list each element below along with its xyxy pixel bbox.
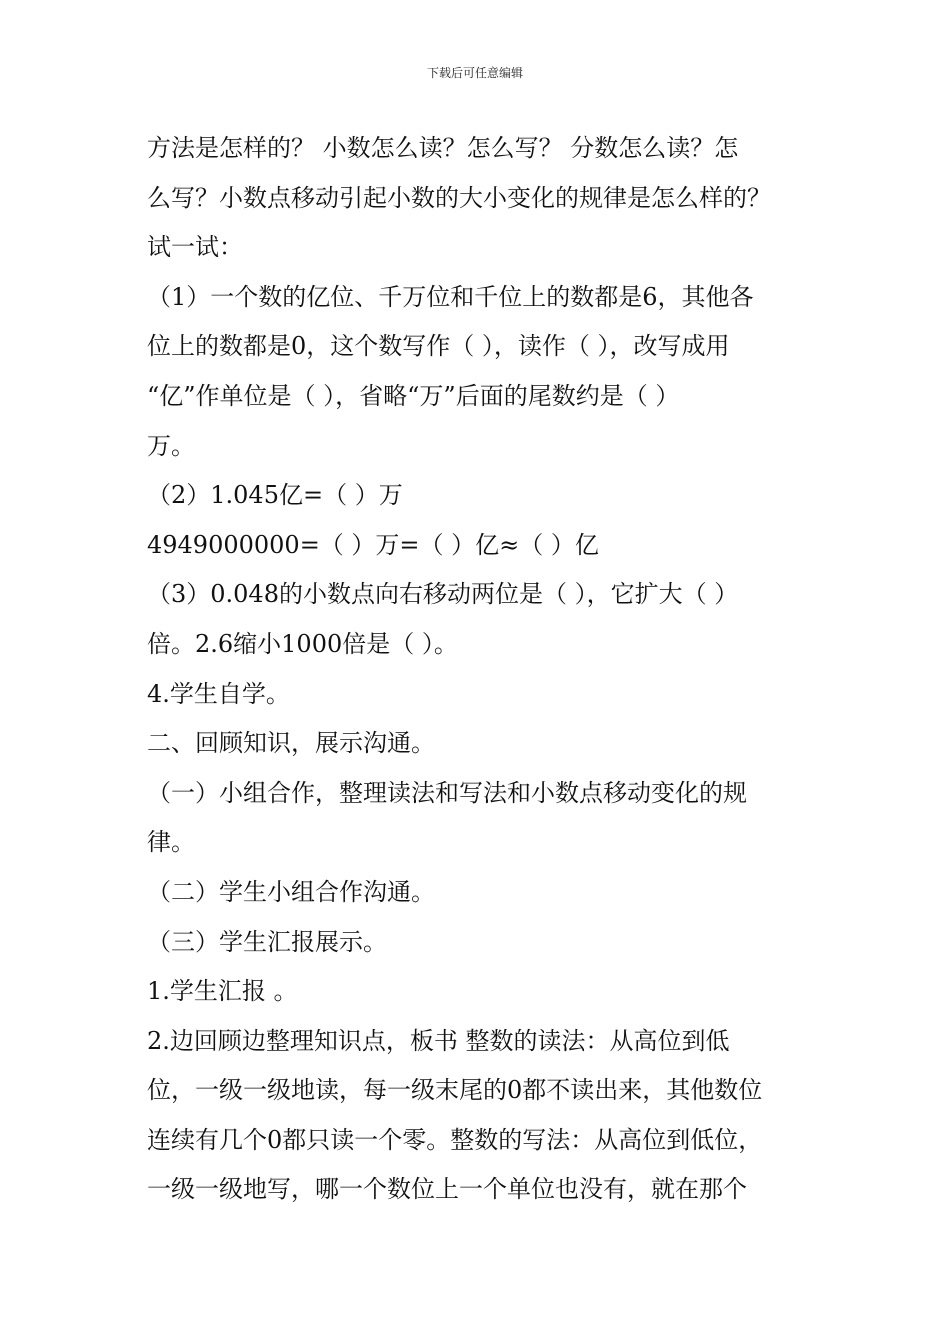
text-line: 位上的数都是0，这个数写作（ ），读作（ ），改写成用 xyxy=(147,332,730,361)
document-body xyxy=(147,124,809,1215)
text-line: 1.学生汇报 。 xyxy=(147,977,298,1006)
text-line: （3）0.048的小数点向右移动两位是（ ），它扩大（ ） xyxy=(147,580,739,609)
text-line: 试一试： xyxy=(147,233,243,262)
text-line: （2）1.045亿=（ ）万 xyxy=(147,481,403,510)
text-line: 连续有几个0都只读一个零。整数的写法：从高位到低位， xyxy=(147,1125,763,1154)
text-line: 方法是怎样的？ 小数怎么读？怎么写？ 分数怎么读？怎 xyxy=(147,134,739,162)
text-line: （三）学生汇报展示。 xyxy=(147,927,387,956)
text-line: 位，一级一级地读，每一级末尾的0都不读出来，其他数位 xyxy=(147,1076,763,1105)
text-line: 律。 xyxy=(147,828,195,857)
text-line: 2.边回顾边整理知识点，板书 整数的读法：从高位到低 xyxy=(147,1026,730,1055)
text-line: 4.学生自学。 xyxy=(147,679,290,708)
text-line: （二）学生小组合作沟通。 xyxy=(147,877,435,906)
text-line: 一级一级地写，哪一个数位上一个单位也没有，就在那个 xyxy=(147,1175,747,1204)
text-line: （1）一个数的亿位、千万位和千位上的数都是6，其他各 xyxy=(147,282,754,311)
text-line: 万。 xyxy=(147,431,195,460)
text-line: 4949000000=（ ）万=（ ）亿≈（ ）亿 xyxy=(147,530,599,559)
text-line: “亿”作单位是（ ），省略“万”后面的尾数约是（ ） xyxy=(147,381,680,410)
text-line: 二、回顾知识，展示沟通。 xyxy=(147,729,435,758)
text-line: （一）小组合作，整理读法和写法和小数点移动变化的规 xyxy=(147,778,747,807)
page-header: 下载后可任意编辑 xyxy=(426,66,523,80)
text-line: 么写？小数点移动引起小数的大小变化的规律是怎么样的？ xyxy=(147,183,771,212)
text-line: 倍。2.6缩小1000倍是（ ）。 xyxy=(147,629,458,658)
